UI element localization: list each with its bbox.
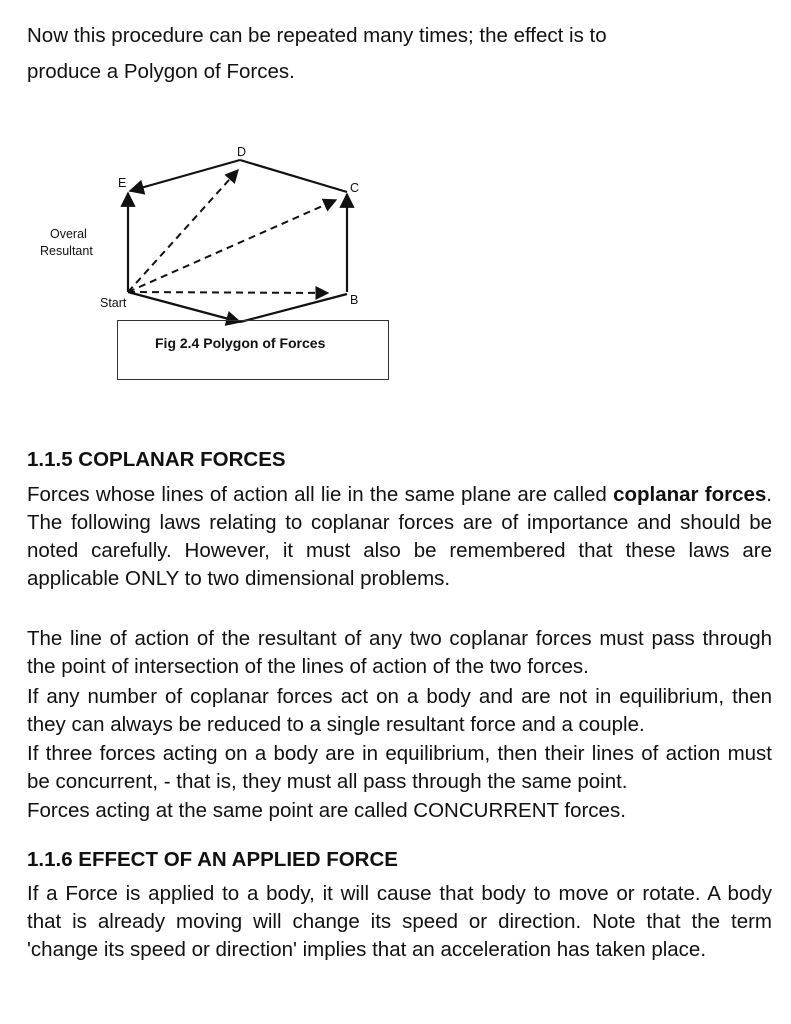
section-116-paragraph: If a Force is applied to a body, it will cause that body to move or rotate. A body that is already moving will change its speed or direction. Note that the term 'change its speed or direction' implies that an acceleration has taken place. [27, 882, 772, 961]
force-bottom-to-b [240, 294, 347, 322]
polygon-of-forces-diagram [0, 130, 420, 330]
label-resultant-line2: Resultant [40, 244, 93, 258]
section-116-heading: 1.1.6 EFFECT OF AN APPLIED FORCE [27, 848, 398, 871]
figure-caption: Fig 2.4 Polygon of Forces [155, 335, 326, 351]
section-115-heading: 1.1.5 COPLANAR FORCES [27, 448, 286, 471]
label-resultant-line1: Overal [50, 227, 87, 241]
label-d: D [237, 145, 247, 159]
intro-paragraph [27, 18, 772, 90]
section-115-intro-pre: Forces whose lines of action all lie in the same plane are called [27, 483, 614, 506]
intro-line-1: Now this procedure can be repeated many times; the effect is to [27, 24, 607, 47]
coplanar-forces-term: coplanar forces [613, 483, 767, 506]
law-4: Forces acting at the same point are called CONCURRENT forces. [27, 799, 626, 822]
force-d-to-e [130, 160, 240, 191]
label-e: E [118, 176, 127, 190]
figure-caption-box [117, 320, 389, 380]
force-c-to-d [240, 160, 347, 192]
law-2: If any number of coplanar forces act on a body and are not in equilibrium, then they can always be reduced to a single resultant force and a couple. [27, 685, 772, 736]
intro-line-2: produce a Polygon of Forces. [27, 60, 295, 83]
law-1: The line of action of the resultant of any two coplanar forces must pass through the point of intersection of the lines of action of the two forces. [27, 627, 772, 678]
resultant-to-d [128, 170, 238, 292]
section-115-intro [27, 481, 772, 593]
force-start-to-bottom [128, 292, 240, 322]
section-115-intro-post: . The following laws relating to coplanar forces are of importance and should be noted carefully. However, it must also be remembered that these laws are applicable ONLY to two dimensional problems. [27, 483, 772, 590]
label-b: B [350, 293, 359, 307]
resultant-to-c [128, 200, 336, 292]
law-3: If three forces acting on a body are in equilibrium, then their lines of action must be concurrent, - that is, they must all pass through the same point. [27, 742, 772, 793]
label-c: C [350, 181, 360, 195]
label-start: Start [100, 296, 127, 310]
resultant-to-b [128, 292, 328, 293]
